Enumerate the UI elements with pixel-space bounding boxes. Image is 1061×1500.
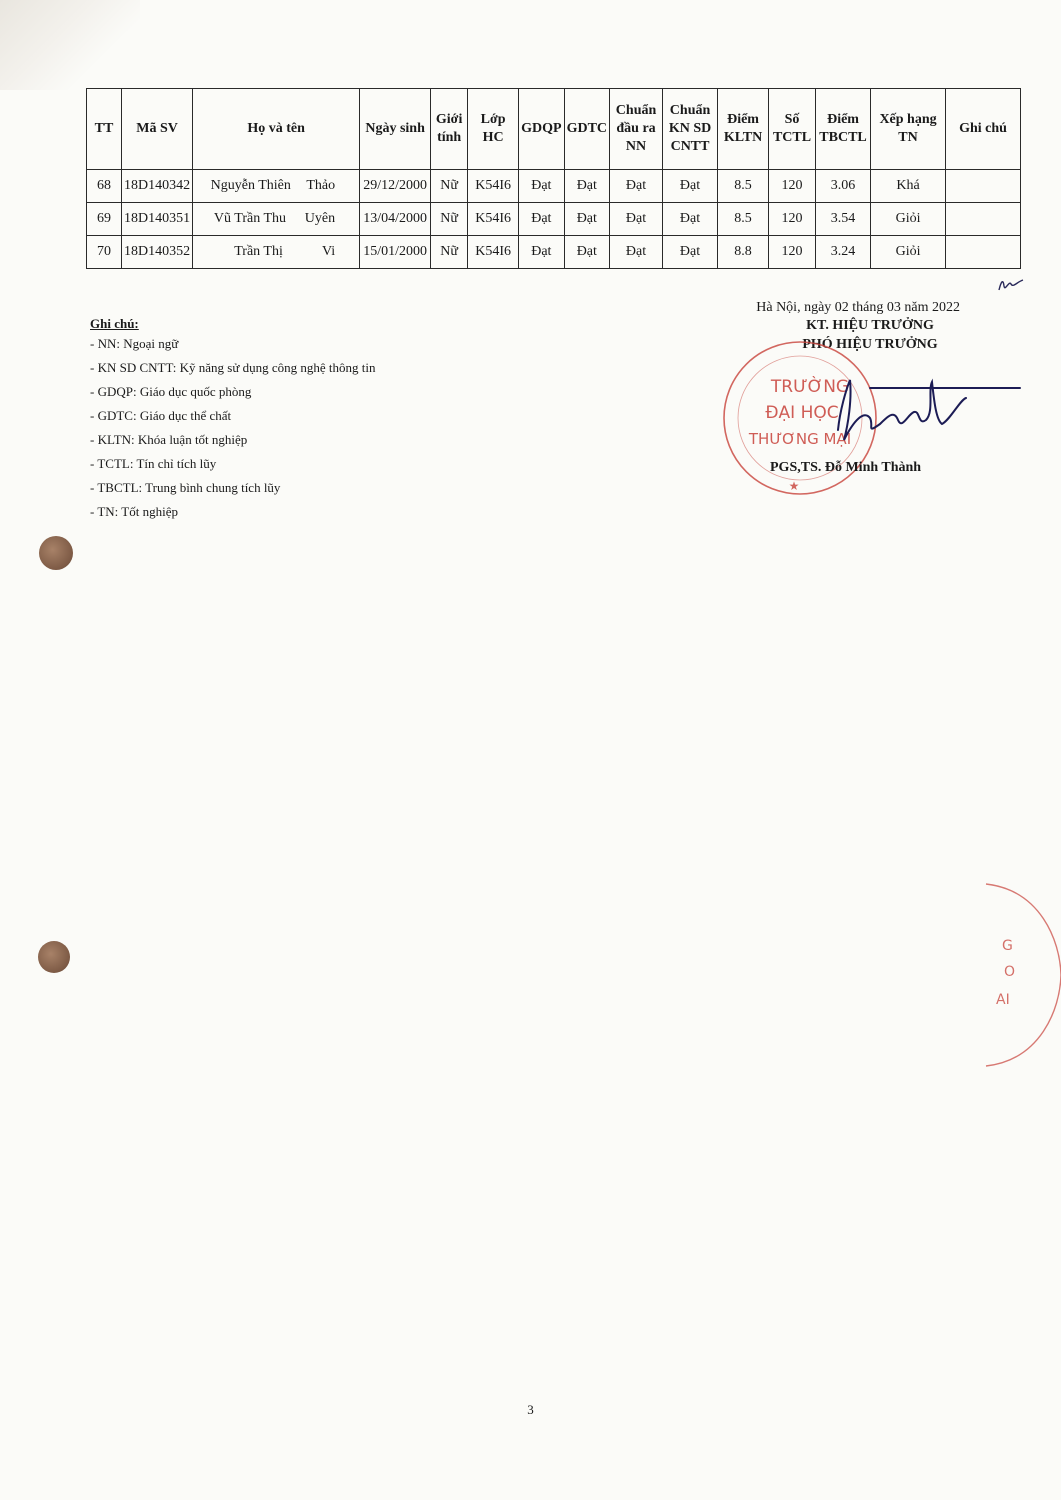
col-ma-sv: Mã SV: [122, 89, 193, 170]
cell-ho-ten: [193, 203, 360, 236]
cell-ngay-sinh: 13/04/2000: [360, 203, 431, 236]
cell-gioi-tinh: Nữ: [431, 236, 468, 269]
col-ho-ten: Họ và tên: [193, 89, 360, 170]
signer-name: PGS,TS. Đỗ Minh Thành: [770, 460, 922, 475]
note-item: - KLTN: Khóa luận tốt nghiệp: [90, 432, 248, 447]
cell-chuan-cntt: Đạt: [663, 203, 718, 236]
cell-diem-tbctl: 3.06: [816, 170, 871, 203]
cell-xep-hang: Giỏi: [871, 203, 946, 236]
cell-ma-sv: 18D140352: [122, 236, 193, 269]
col-gdtc: GDTC: [564, 89, 609, 170]
signature-block: [740, 300, 1000, 493]
cell-so-tctl: 120: [769, 203, 816, 236]
cell-ghi-chu: [946, 236, 1021, 269]
cell-tt: 69: [87, 203, 122, 236]
cell-chuan-nn: Đạt: [610, 170, 663, 203]
cell-ho-dem: Vũ Trần Thu: [213, 211, 286, 226]
col-tt: TT: [87, 89, 122, 170]
cell-gioi-tinh: Nữ: [431, 203, 468, 236]
svg-text:O: O: [1004, 964, 1016, 980]
col-chuan-nn: Chuẩn đầu ra NN: [610, 89, 663, 170]
col-diem-tbctl: Điểm TBCTL: [816, 89, 871, 170]
partial-seal-icon: [980, 880, 1061, 1070]
graduation-table-container: [86, 88, 1021, 269]
svg-text:AI: AI: [996, 992, 1010, 1008]
cell-chuan-cntt: Đạt: [663, 170, 718, 203]
cell-ma-sv: 18D140351: [122, 203, 193, 236]
col-ghi-chu: Ghi chú: [946, 89, 1021, 170]
seal-text-line: TRƯỜNG: [770, 377, 850, 397]
cell-ghi-chu: [946, 203, 1021, 236]
cell-gdqp: Đạt: [519, 236, 564, 269]
cell-gdqp: Đạt: [519, 203, 564, 236]
table-row: [87, 203, 1021, 236]
cell-ghi-chu: [946, 170, 1021, 203]
initials-mark-icon: [995, 272, 1027, 296]
cell-gdqp: Đạt: [519, 170, 564, 203]
col-diem-kltn: Điểm KLTN: [718, 89, 769, 170]
cell-ten: Uyên: [304, 211, 336, 226]
table-header-row: [87, 89, 1021, 170]
note-item: - TBCTL: Trung bình chung tích lũy: [90, 480, 281, 495]
cell-tt: 70: [87, 236, 122, 269]
cell-lop-hc: K54I6: [468, 170, 519, 203]
col-chuan-cntt: Chuẩn KN SD CNTT: [663, 89, 718, 170]
punch-hole-icon: [39, 536, 73, 570]
cell-diem-tbctl: 3.24: [816, 236, 871, 269]
cell-lop-hc: K54I6: [468, 236, 519, 269]
sign-title-2: PHÓ HIỆU TRƯỞNG: [802, 337, 938, 352]
col-gioi-tinh: Giới tính: [431, 89, 468, 170]
note-item: - TCTL: Tín chỉ tích lũy: [90, 456, 217, 471]
cell-gdtc: Đạt: [564, 170, 609, 203]
cell-diem-kltn: 8.5: [718, 203, 769, 236]
cell-gioi-tinh: Nữ: [431, 170, 468, 203]
cell-so-tctl: 120: [769, 170, 816, 203]
cell-gdtc: Đạt: [564, 203, 609, 236]
cell-so-tctl: 120: [769, 236, 816, 269]
cell-tt: 68: [87, 170, 122, 203]
punch-hole-icon: [38, 941, 70, 973]
cell-ho-ten: [193, 236, 360, 269]
cell-ma-sv: 18D140342: [122, 170, 193, 203]
graduation-table: [86, 88, 1021, 269]
cell-chuan-nn: Đạt: [610, 203, 663, 236]
page-corner-fold: [0, 0, 140, 90]
cell-chuan-nn: Đạt: [610, 236, 663, 269]
cell-chuan-cntt: Đạt: [663, 236, 718, 269]
cell-gdtc: Đạt: [564, 236, 609, 269]
col-ngay-sinh: Ngày sinh: [360, 89, 431, 170]
notes-section: [90, 316, 376, 524]
table-row: [87, 170, 1021, 203]
svg-text:G: G: [1002, 938, 1013, 954]
cell-ten: Vi: [321, 244, 336, 259]
note-item: - GDTC: Giáo dục thể chất: [90, 408, 232, 423]
table-row: [87, 236, 1021, 269]
notes-title: Ghi chú:: [90, 316, 139, 331]
seal-text-line: ĐẠI HỌC: [765, 403, 839, 423]
sign-title-1: KT. HIỆU TRƯỞNG: [806, 318, 934, 333]
cell-xep-hang: Giỏi: [871, 236, 946, 269]
col-lop-hc: Lớp HC: [468, 89, 519, 170]
cell-ngay-sinh: 15/01/2000: [360, 236, 431, 269]
col-gdqp: GDQP: [519, 89, 564, 170]
svg-text:★: ★: [788, 479, 800, 493]
note-item: - NN: Ngoại ngữ: [90, 336, 179, 351]
seal-text-line: THƯƠNG MẠI: [748, 430, 852, 448]
note-item: - GDQP: Giáo dục quốc phòng: [90, 384, 252, 399]
cell-ten: Thảo: [306, 178, 336, 193]
cell-ho-dem: Trần Thị: [234, 244, 283, 259]
cell-ho-ten: [193, 170, 360, 203]
cell-ho-dem: Nguyễn Thiên: [210, 178, 291, 193]
cell-diem-kltn: 8.8: [718, 236, 769, 269]
cell-ngay-sinh: 29/12/2000: [360, 170, 431, 203]
cell-diem-tbctl: 3.54: [816, 203, 871, 236]
col-xep-hang: Xếp hạng TN: [871, 89, 946, 170]
cell-xep-hang: Khá: [871, 170, 946, 203]
note-item: - KN SD CNTT: Kỹ năng sử dụng công nghệ thông tin: [90, 360, 376, 375]
page-number: 3: [527, 1402, 534, 1417]
cell-diem-kltn: 8.5: [718, 170, 769, 203]
cell-lop-hc: K54I6: [468, 203, 519, 236]
sign-date: Hà Nội, ngày 02 tháng 03 năm 2022: [756, 300, 960, 315]
note-item: - TN: Tốt nghiệp: [90, 504, 178, 519]
col-so-tctl: Số TCTL: [769, 89, 816, 170]
handwritten-signature-icon: [810, 370, 1030, 460]
